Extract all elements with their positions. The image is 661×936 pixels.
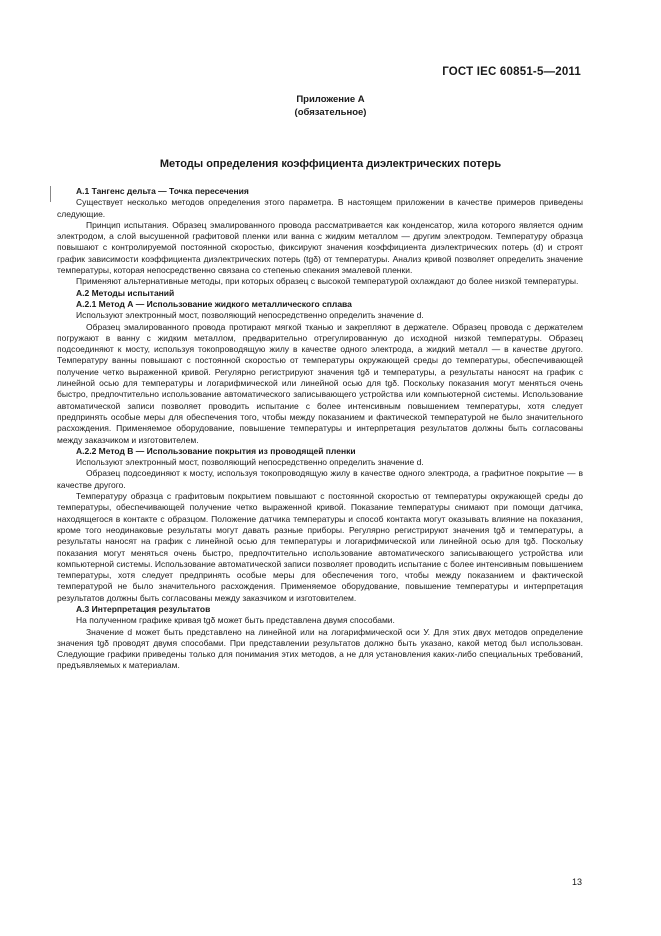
- paragraph: Принцип испытания. Образец эмалированного провода рассматривается как конденсатор, жила которого является одним электродом, а слой высушенной графитовой пленки или ванна с жидким металлом — другим электродом. Температуру образца повышают с контролируемой постоянной скоростью, фиксируют значения коэффициента диэлектрических потерь (d) и строят график зависимости коэффициента диэлектрических потерь (tgδ) от температуры. Анализ кривой позволяет определить значение температуры, которая непосредственно связана со степенью спекания эмалевой пленки.: [57, 219, 583, 276]
- page-number: 13: [571, 877, 582, 887]
- subsection-title-a22: А.2.2 Метод В — Использование покрытия из проводящей пленки: [76, 445, 356, 456]
- appendix-status: (обязательное): [294, 107, 367, 118]
- paragraph: Используют электронный мост, позволяющий непосредственно определить значение d.: [76, 310, 424, 321]
- subsection-title-a1: А.1 Тангенс дельта — Точка пересечения: [76, 186, 249, 196]
- paragraph: Применяют альтернативные методы, при которых образец с высокой температурой охлаждают до более низкой температуры.: [76, 276, 579, 287]
- subsection-title-a21: А.2.1 Метод А — Использование жидкого металлического сплава: [76, 298, 352, 309]
- subsection-title-a2: А.2 Методы испытаний: [76, 287, 175, 298]
- paragraph: Образец подсоединяют к мосту, используя токопроводящую жилу в качестве одного электрода, а графитное покрытие — в качестве другого.: [57, 468, 583, 490]
- paragraph: Используют электронный мост, позволяющий непосредственно определить значение d.: [76, 457, 424, 468]
- paragraph: Существует несколько методов определения этого параметра. В настоящем приложении в качестве примеров приведены следующие.: [57, 197, 583, 219]
- document-body: [57, 186, 583, 672]
- paragraph: Образец эмалированного провода протирают мягкой тканью и закрепляют в держателе. Образец провода с держателем погружают в ванну с жидким металлом, предварительно отрегулированную до исходной низкой температуры. Образец подсоединяют к мосту, используя токопроводящую жилу в качестве одного электрода, а жидкий металл — в качестве другого. Температуру ванны повышают с постоянной скоростью от температуры окружающей среды до температуры, обеспечивающей получение четко выраженной кривой. Регулярно регистрируют значения tgδ и температуры, а результаты наносят на график с линейной осью для температуры и логарифмической или линейной осью для tgδ. Поскольку показания могут меняться очень быстро, предпочтительно использование автоматического записывающего устройства или компьютерной системы. Использование автоматической записи позволяет проводить испытание с более интенсивным повышением температуры, хотя следует предпринять особые меры для обеспечения того, чтобы между показанием и фактической температурой не было значительного расхождения. Применяемое оборудование, повышение температуры и интерпретация результатов должны быть согласованы между заказчиком и изготовителем.: [57, 321, 583, 445]
- appendix-title: Приложение А: [296, 94, 365, 105]
- subsection-title-a3: А.3 Интерпретация результатов: [76, 603, 211, 614]
- paragraph: Значение d может быть представлено на линейной или на логарифмической оси У. Для этих двух методов определение значения tgδ проводят двумя способами. При представлении результатов должно быть указано, какой метод был использован. Следующие графики приведены только для понимания этих методов, а не для установления каких-либо специальных требований, предъявляемых к материалам.: [57, 626, 583, 671]
- paragraph: Температуру образца с графитовым покрытием повышают с постоянной скоростью от температуры окружающей среды до температуры, обеспечивающей получение четко выраженной кривой. Показание температуры снимают при помощи датчика, находящегося в контакте с образцом. Положение датчика температуры и способ контакта могут оказывать влияние на показания, кроме того неодинаковые результаты могут давать разные приборы. Регулярно регистрируют значения tgδ и температуры, а результаты наносят на график с линейной осью для температуры и логарифмической или линейной осью для tgδ. Поскольку показания могут меняться очень быстро, предпочтительно использование автоматического записывающего устройства или компьютерной системы. Использование автоматической записи позволяет проводить испытание с более интенсивным повышением температуры, хотя следует предпринять особые меры для обеспечения того, чтобы между показанием и фактической температурой не было значительного расхождения. Применяемое оборудование, повышение температуры и интерпретация результатов должны быть согласованы между заказчиком и изготовителем.: [57, 491, 583, 603]
- section-heading: Методы определения коэффициента диэлектрических потерь: [159, 158, 502, 170]
- standard-number: ГОСТ IEC 60851-5—2011: [442, 66, 581, 78]
- paragraph: На полученном графике кривая tgδ может быть представлена двумя способами.: [76, 615, 395, 626]
- margin-mark: [50, 186, 51, 202]
